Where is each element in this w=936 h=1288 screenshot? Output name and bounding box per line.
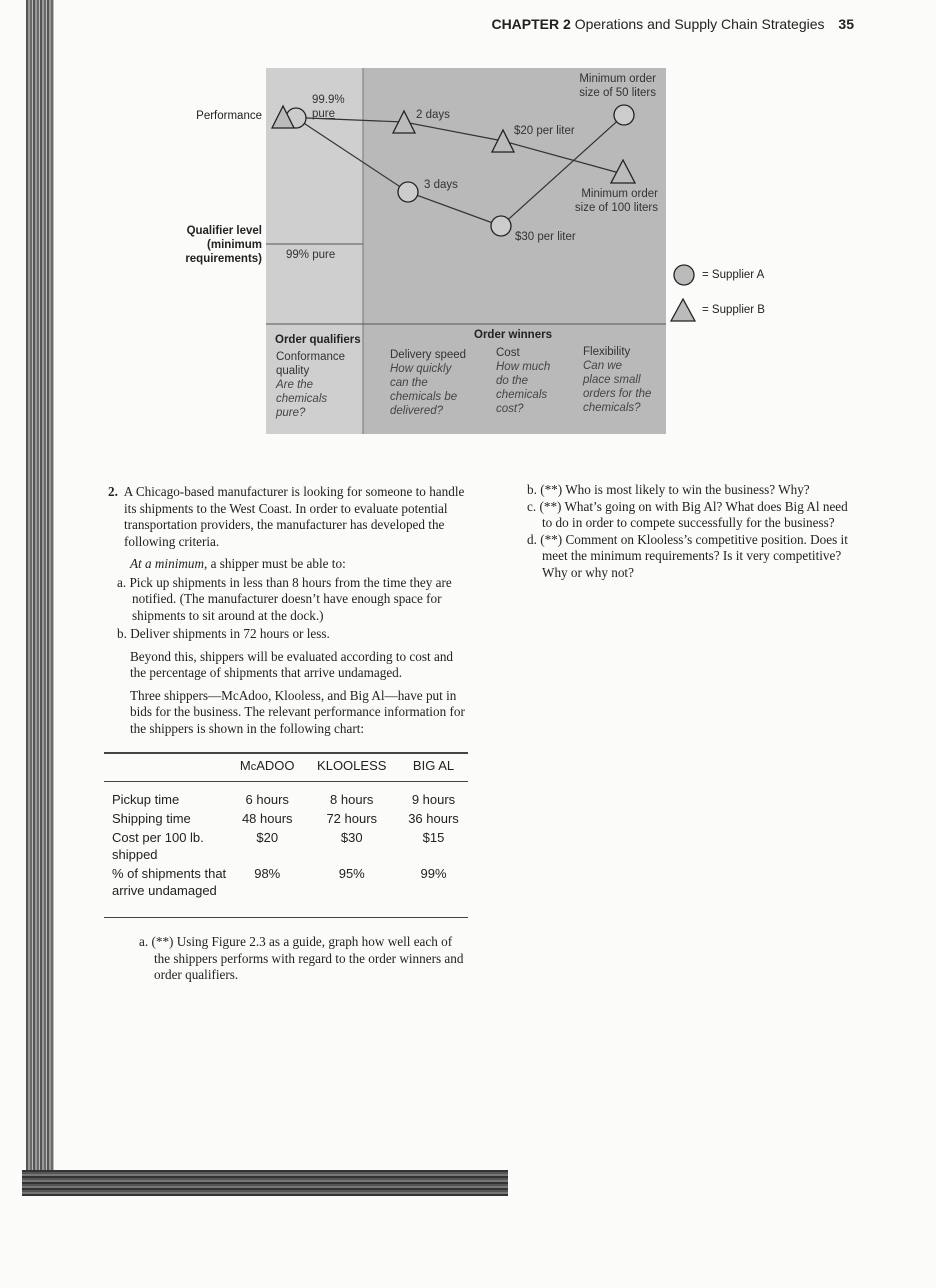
supplier-a-delivery-mark (398, 182, 418, 202)
table-row: Shipping time 48 hours 72 hours 36 hours (112, 811, 459, 826)
question-2a: a. (**) Using Figure 2.3 as a guide, graph how well each of the shippers performs with regard to the order winners and order qualifiers. (139, 934, 464, 982)
legend-supplier-b: = Supplier B (670, 298, 765, 322)
annotation-min-50: Minimum order size of 50 liters (579, 73, 656, 99)
annotation-99-pure: 99% pure (286, 249, 336, 261)
table-row: % of shipments that arrive undamaged 98% 95% 99% (112, 866, 447, 898)
col-klooless: KLOOLESS (304, 752, 399, 782)
annotation-20-per-liter: $20 per liter (514, 125, 575, 137)
supplier-a-cost-mark (491, 216, 511, 236)
question-2b: b. (**) Who is most likely to win the business? Why? (527, 482, 810, 497)
criterion-a: a. Pick up shipments in less than 8 hours from the time they are notified. (The manufacturer doesn’t have enough space for shipments to sit around at the dock.) (117, 574, 452, 623)
question-2-intro: 2. A Chicago-based manufacturer is looking for someone to handle its shipments to the West Coast. In order to evaluate potential transportation providers, the manufacturer has developed the following criteria. (108, 484, 465, 549)
table-header-row (104, 752, 468, 782)
figure-lines (0, 0, 936, 440)
evaluation-paragraph: Beyond this, shippers will be evaluated according to cost and the percentage of shipments that arrive undamaged. (130, 648, 454, 680)
order-qualifiers-title: Order qualifiers (275, 334, 361, 346)
question-2d: d. (**) Comment on Klooless’s competitive position. Does it meet the minimum requirements? Is it very competitive? Why or why not? (527, 531, 848, 580)
question-2c: c. (**) What’s going on with Big Al? What does Big Al need to do in order to compete successfully for the business? (527, 498, 848, 530)
col-mcadoo: McADOO (230, 752, 304, 782)
table-row: Pickup time 6 hours 8 hours 9 hours (112, 792, 456, 807)
question-2-right-column (518, 482, 860, 587)
performance-axis-label: Performance (196, 110, 262, 122)
annotation-30-per-liter: $30 per liter (515, 231, 576, 243)
legend-supplier-a: = Supplier A (672, 263, 764, 287)
annotation-3-days: 3 days (424, 179, 458, 191)
col-big-al: BIG AL (399, 752, 468, 782)
flexibility-block: Flexibility Can we place small orders for the chemicals? (583, 346, 652, 414)
minimum-intro: At a minimum, a shipper must be able to: (130, 556, 346, 571)
cost-block: Cost How much do the chemicals cost? (496, 347, 551, 415)
supplier-a-circle-icon (672, 263, 696, 287)
supplier-b-triangle-icon (670, 298, 696, 322)
chapter-label: CHAPTER 2 (491, 16, 571, 32)
page-bottom-edge (22, 1170, 508, 1196)
page-number: 35 (838, 16, 854, 32)
supplier-b-cost-mark (492, 130, 514, 152)
criterion-b: b. Deliver shipments in 72 hours or less. (117, 626, 330, 641)
table-row: Cost per 100 lb. shipped $20 $30 $15 (112, 830, 445, 862)
shippers-paragraph: Three shippers—McAdoo, Klooless, and Big Al—have put in bids for the business. The relevant performance information for the shippers is shown in the following chart: (130, 687, 465, 736)
question-2-left-column (108, 484, 470, 743)
qualifier-level-label: Qualifier level (minimum requirements) (185, 225, 262, 265)
delivery-speed-block: Delivery speed How quickly can the chemicals be delivered? (390, 349, 467, 417)
order-winners-title: Order winners (474, 329, 552, 341)
table-bottom-rule (104, 917, 468, 918)
annotation-2-days: 2 days (416, 109, 450, 121)
figure-order-qualifiers (0, 0, 936, 440)
conformance-quality-block: Conformance quality Are the chemicals pure? (276, 351, 346, 419)
supplier-a-flex-mark (614, 105, 634, 125)
annotation-999-pure: 99.9% pure (312, 94, 345, 120)
chapter-title: Operations and Supply Chain Strategies (574, 16, 825, 32)
shippers-table (104, 752, 468, 900)
annotation-min-100: Minimum order size of 100 liters (574, 188, 658, 214)
